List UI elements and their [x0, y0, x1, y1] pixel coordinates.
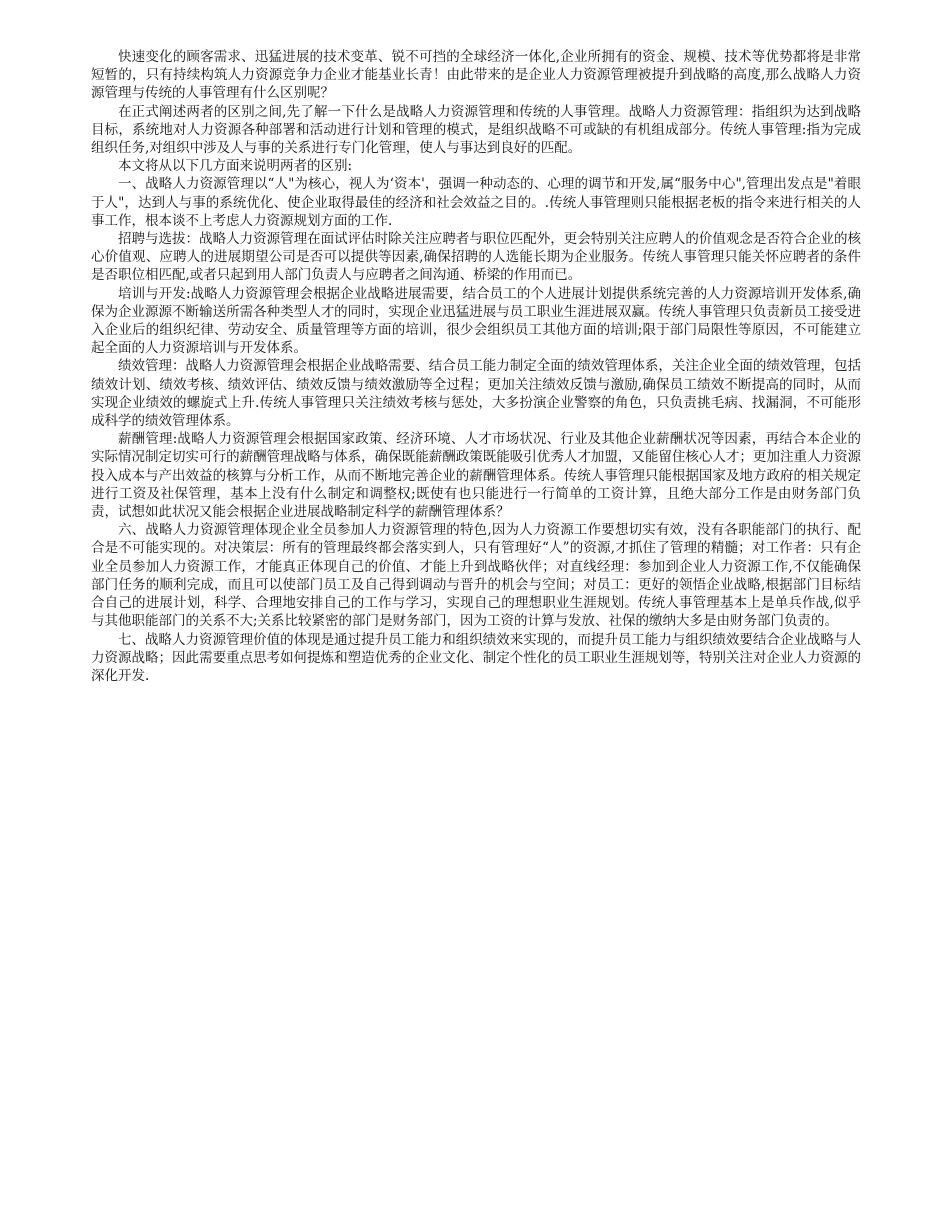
paragraph-point-seven: 七、战略人力资源管理价值的体现是通过提升员工能力和组织绩效来实现的，而提升员工能力与组织绩效要结合企业战略与人力资源战略；因此需要重点思考如何提炼和塑造优秀的企业文化、制定个性化的员工职业生涯规划等，特别关注对企业人力资源的深化开发.	[91, 631, 861, 684]
paragraph-training: 培训与开发:战略人力资源管理会根据企业战略进展需要，结合员工的个人进展计划提供系统完善的人力资源培训开发体系,确保为企业源源不断输送所需各种类型人才的同时，实现企业迅猛进展与员工职业生涯进展双赢。传统人事管理只负责新员工接受进入企业后的组织纪律、劳动安全、质量管理等方面的培训，很少会组织员工其他方面的培训;限于部门局限性等原因，不可能建立起全面的人力资源培训与开发体系。	[91, 285, 861, 357]
paragraph-recruitment: 招聘与选拔：战略人力资源管理在面试评估时除关注应聘者与职位匹配外，更会特别关注应聘人的价值观念是否符合企业的核心价值观、应聘人的进展期望公司是否可以提供等因素,确保招聘的人选能长期为企业服务。传统人事管理只能关怀应聘者的条件是否职位相匹配,或者只起到用人部门负责人与应聘者之间沟通、桥梁的作用而已。	[91, 231, 861, 284]
paragraph-outline: 本文将从以下几方面来说明两者的区别:	[118, 158, 353, 175]
paragraph-point-one: 一、战略人力资源管理以“人"为核心，视人为‘资本'，强调一种动态的、心理的调节和开发,属“服务中心",管理出发点是"着眼于人"，达到人与事的系统优化、使企业取得最佳的经济和社会效益之目的。.传统人事管理则只能根据老板的指令来进行相关的人事工作，根本谈不上考虑人力资源规划方面的工作.	[91, 176, 861, 229]
paragraph-performance: 绩效管理：战略人力资源管理会根据企业战略需要、结合员工能力制定全面的绩效管理体系，关注企业全面的绩效管理，包括绩效计划、绩效考核、绩效评估、绩效反馈与绩效激励等全过程；更加关注绩效反馈与激励,确保员工绩效不断提高的同时，从而实现企业绩效的螺旋式上升.传统人事管理只关注绩效考核与惩处，大多扮演企业警察的角色，只负责挑毛病、找漏洞，不可能形成科学的绩效管理体系。	[91, 358, 861, 430]
paragraph-intro: 快速变化的顾客需求、迅猛进展的技术变革、锐不可挡的全球经济一体化,企业所拥有的资金、规模、技术等优势都将是非常短暂的，只有持续构筑人力资源竞争力企业才能基业长青！由此带来的是企业人力资源管理被提升到战略的高度,那么战略人力资源管理与传统的人事管理有什么区别呢？	[91, 49, 861, 102]
paragraph-point-six: 六、战略人力资源管理体现企业全员参加人力资源管理的特色,因为人力资源工作要想切实有效，没有各职能部门的执行、配合是不可能实现的。对决策层：所有的管理最终都会落实到人，只有管理好“人”的资源,才抓住了管理的精髓；对工作者：只有企业全员参加人力资源工作，才能真正体现自己的价值、才能上升到战略伙伴；对直线经理：参加到企业人力资源工作,不仅能确保部门任务的顺利完成，而且可以使部门员工及自己得到调动与晋升的机会与空间；对员工：更好的领悟企业战略,根据部门目标结合自己的进展计划，科学、合理地安排自己的工作与学习，实现自己的理想职业生涯规划。传统人事管理基本上是单兵作战,似乎与其他职能部门的关系不大;关系比较紧密的部门是财务部门，因为工资的计算与发放、社保的缴纳大多是由财务部门负责的。	[91, 522, 861, 630]
paragraph-compensation: 薪酬管理:战略人力资源管理会根据国家政策、经济环境、人才市场状况、行业及其他企业薪酬状况等因素，再结合本企业的实际情况制定切实可行的薪酬管理战略与体系，确保既能薪酬政策既能吸引优秀人才加盟，又能留住核心人才；更加注重人力资源投入成本与产出效益的核算与分析工作，从而不断地完善企业的薪酬管理体系。传统人事管理只能根据国家及地方政府的相关规定进行工资及社保管理，基本上没有什么制定和调整权;既使有也只能进行一行简单的工资计算，且绝大部分工作是由财务部门负责，试想如此状况又能会根据企业进展战略制定科学的薪酬管理体系？	[91, 431, 861, 521]
paragraph-definitions: 在正式阐述两者的区别之间,先了解一下什么是战略人力资源管理和传统的人事管理。战略人力资源管理：指组织为达到战略目标，系统地对人力资源各种部署和活动进行计划和管理的模式，是组织战略不可或缺的有机组成部分。传统人事管理:指为完成组织任务,对组织中涉及人与事的关系进行专门化管理，使人与事达到良好的匹配。	[91, 103, 861, 157]
document-page	[91, 48, 861, 685]
